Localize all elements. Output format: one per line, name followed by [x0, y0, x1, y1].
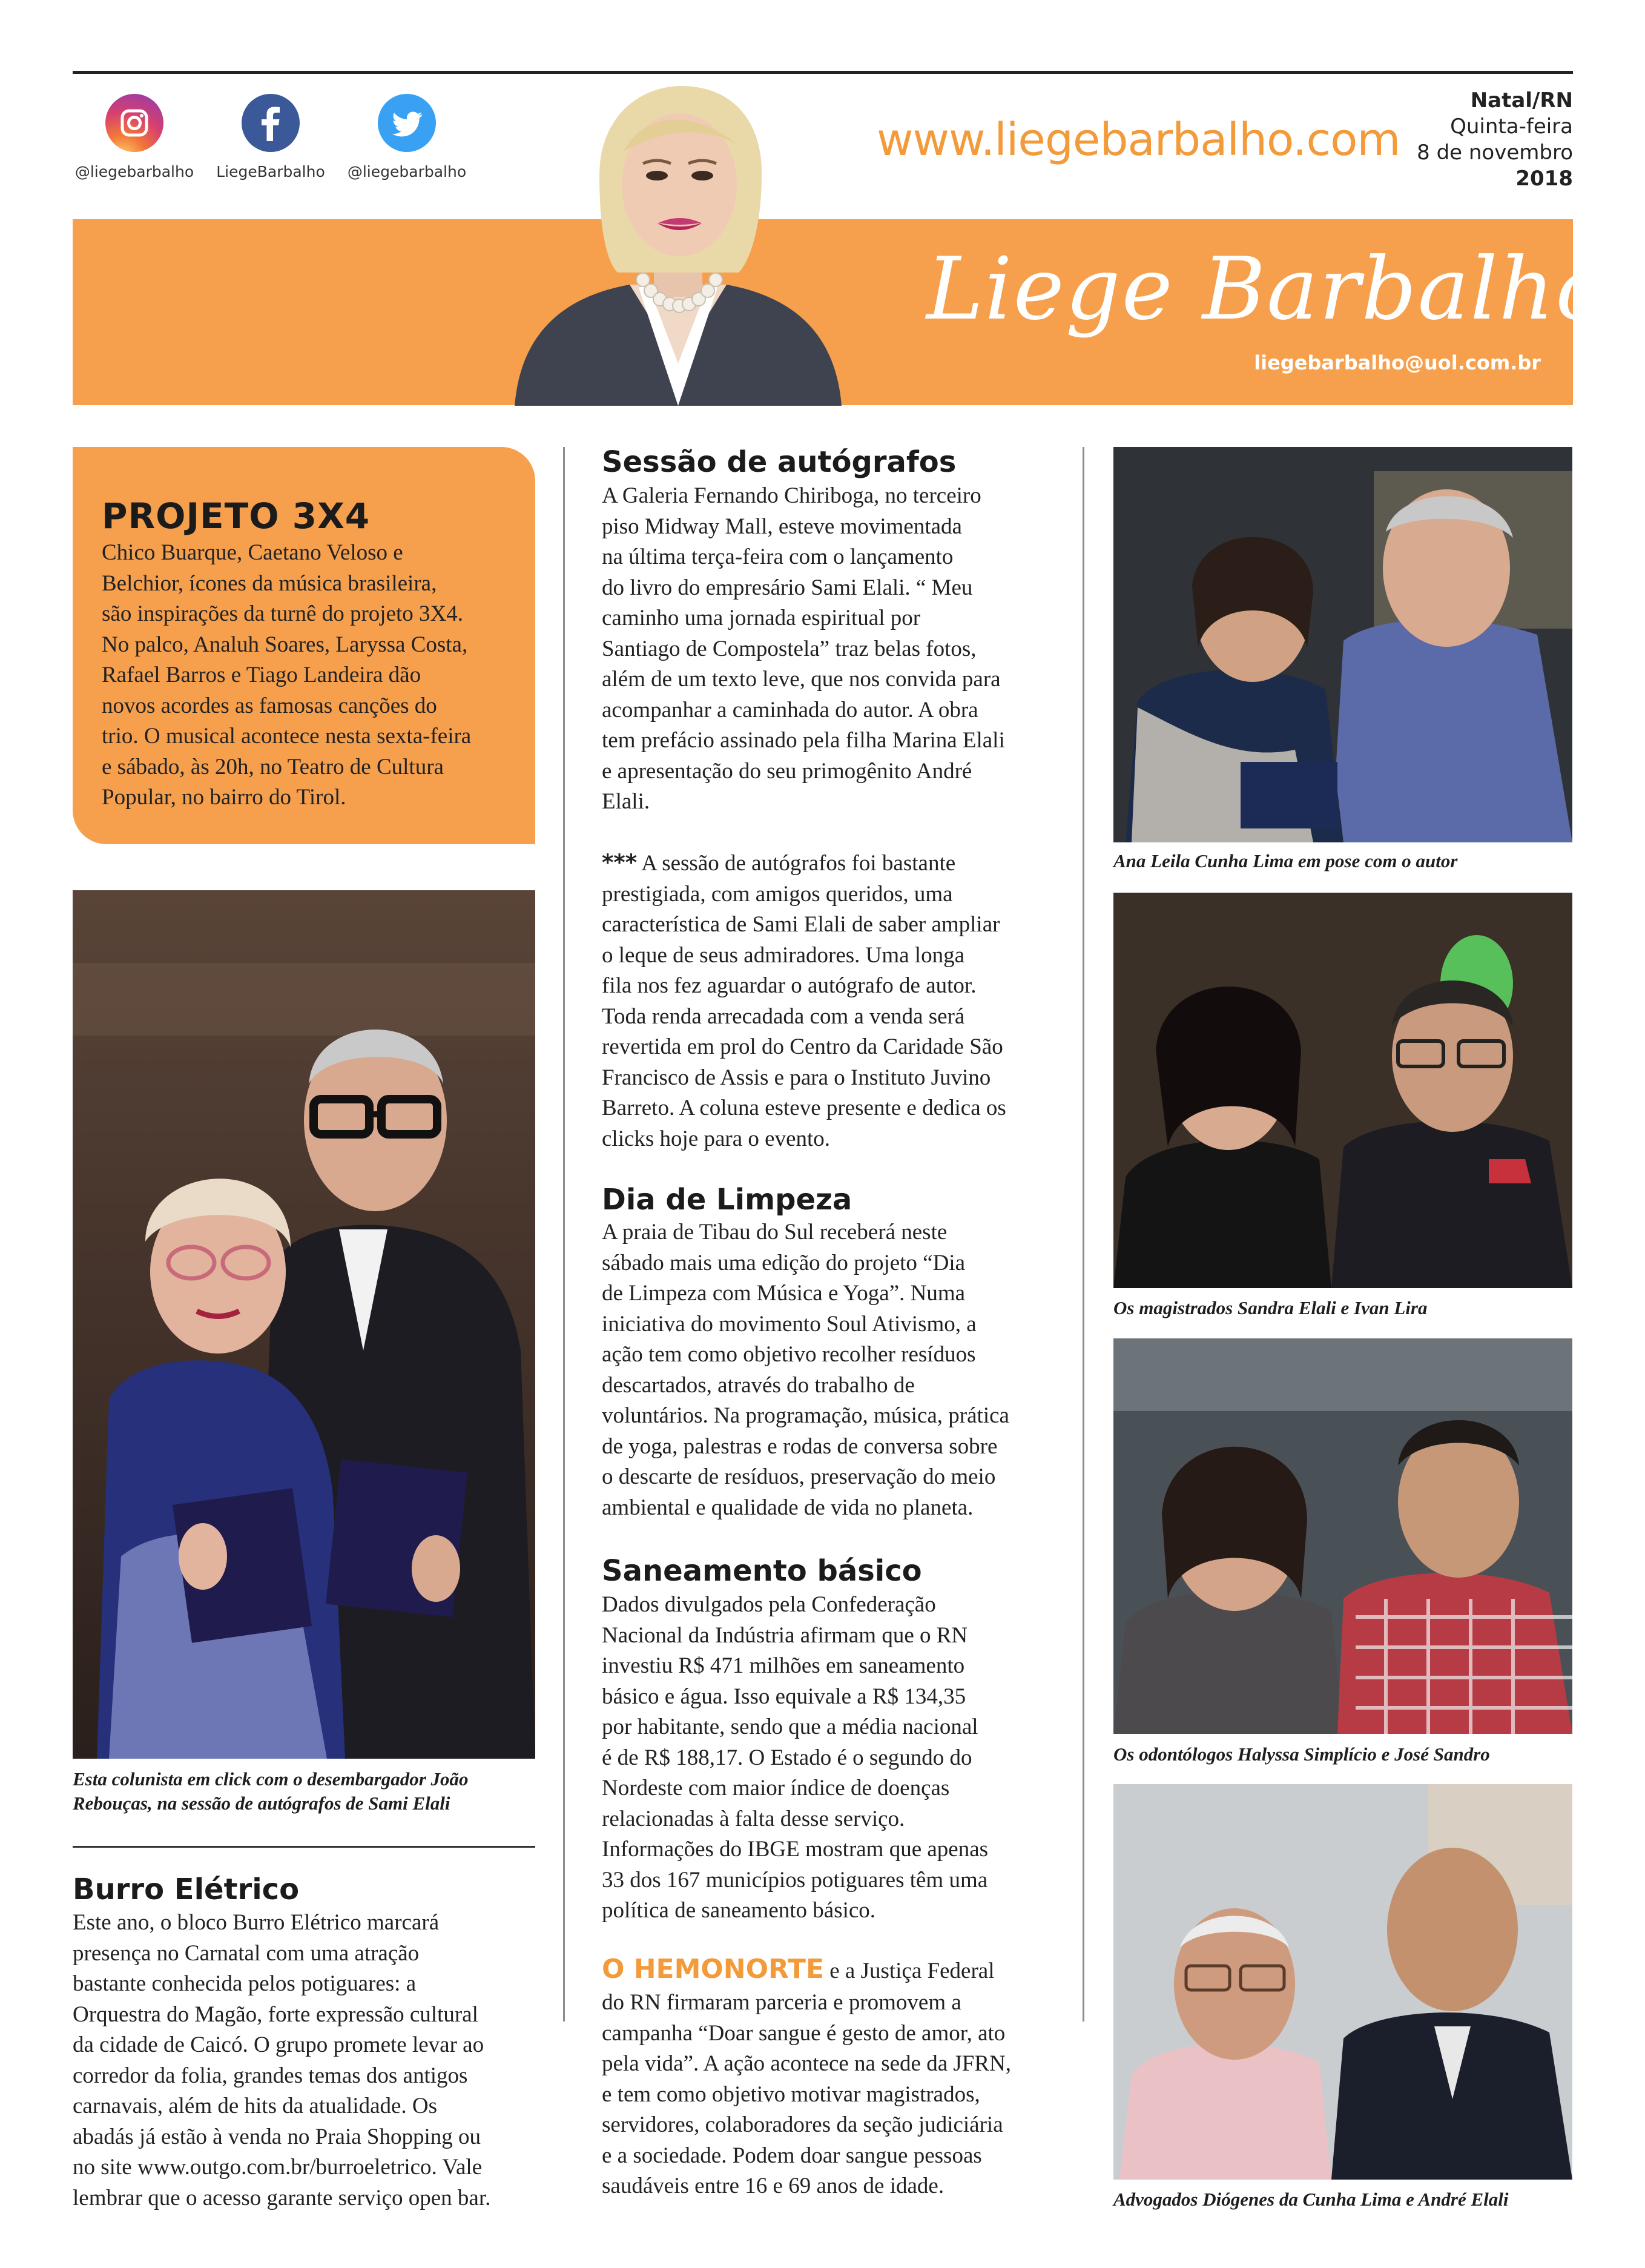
sessao-text2-body: A sessão de autógrafos foi bastante prestigiada, com amigos queridos, uma característica de Sami Elali de saber ampliar o leque de seus admiradores. Uma longa fila nos fez aguardar o autógrafo de autor. Toda renda arrecadada com a venda será revertida em prol do Centro da Caridade São Francisco de Assis e para o Instituto Juvino Barreto. A coluna esteve presente e dedica os clicks hoje para o evento. [602, 851, 1006, 1151]
column-divider-left [563, 447, 565, 2022]
facebook-icon [242, 94, 300, 152]
column-divider-right [1083, 447, 1084, 2022]
photo-caption-4: Advogados Diógenes da Cunha Lima e André Elali [1113, 2189, 1509, 2210]
photo-diogenes-andre [1113, 1784, 1572, 2180]
hemonorte-text [602, 1954, 1062, 1987]
hemonorte-body: do RN firmaram parceria e promovem a campanha “Doar sangue é gesto de amor, ato pela vida”. A ação acontece na sede da JFRN, e tem como objetivo motivar magistrados, servidores, colaboradores da seção judiciária e a sociedade. Podem doar sangue pessoas saudáveis entre 16 e 69 anos de idade. [602, 1990, 1012, 2198]
saneamento-title: Saneamento básico [602, 1554, 922, 1588]
photo-colunista-desembargador [73, 890, 535, 1759]
top-rule [73, 71, 1573, 74]
edition-year: 2018 [1515, 167, 1573, 191]
contact-email[interactable]: liegebarbalho@uol.com.br [1254, 351, 1541, 374]
edition-city: Natal/RN [1470, 88, 1573, 113]
twitter-link[interactable] [343, 94, 470, 180]
sessao-text: A Galeria Fernando Chiriboga, no terceiro piso Midway Mall, esteve movimentada na última terça-feira com o lançamento do livro do empresário Sami Elali. “ Meu caminho uma jornada espiritual por Santiago de Compostela” traz belas fotos, além de um texto leve, que nos convida para acompanhar a caminhada do autor. A obra tem prefácio assinado pela filha Marina Elali e apresentação do seu primogênito André Elali. [602, 483, 1005, 814]
facebook-link[interactable] [207, 94, 334, 180]
instagram-icon [105, 94, 163, 152]
photo-ana-leila [1113, 447, 1572, 842]
sessao-text-2 [602, 848, 1062, 1154]
projeto-text: Chico Buarque, Caetano Veloso e Belchior, ícones da música brasileira, são inspirações da turnê do projeto 3X4. No palco, Analuh Soares, Laryssa Costa, Rafael Barros e Tiago Landeira dão novos acordes as famosas canções do trio. O musical acontece nesta sexta-feira e sábado, às 20h, no Teatro de Cultura Popular, no bairro do Tirol. [102, 540, 472, 810]
site-url[interactable]: www.liegebarbalho.com [877, 114, 1400, 166]
photo-caption-2: Os magistrados Sandra Elali e Ivan Lira [1113, 1297, 1428, 1318]
section-rule [73, 1846, 535, 1848]
twitter-icon [378, 94, 436, 152]
limpeza-title: Dia de Limpeza [602, 1183, 852, 1217]
burro-title: Burro Elétrico [73, 1873, 300, 1906]
photo-sandra-ivan [1113, 893, 1572, 1288]
limpeza-text: A praia de Tibau do Sul receberá neste sábado mais uma edição do projeto “Dia de Limpeza com Música e Yoga”. Numa iniciativa do movimento Soul Ativismo, a ação tem como objetivo recolher resíduos descartados, através do trabalho de voluntários. Na programação, música, prática de yoga, palestras e rodas de conversa sobre o descarte de resíduos, preservação do meio ambiental e qualidade de vida no planeta. [602, 1220, 1009, 1520]
projeto-box [73, 447, 535, 844]
hemonorte-first: e a Justiça Federal [824, 1959, 995, 1983]
facebook-handle: LiegeBarbalho [216, 163, 325, 180]
sessao-title: Sessão de autógrafos [602, 445, 957, 479]
instagram-handle: @liegebarbalho [74, 163, 194, 180]
twitter-handle: @liegebarbalho [347, 163, 467, 180]
edition-weekday: Quinta-feira [1450, 114, 1573, 139]
hemonorte-lead: O HEMONORTE [602, 1954, 824, 1985]
edition-date: 8 de novembro [1417, 141, 1573, 165]
columnist-portrait [509, 79, 848, 406]
edition-info [1417, 88, 1573, 192]
sessao-stars: *** [602, 850, 638, 876]
photo-caption-left: Esta colunista em click com o desembargador João Rebouças, na sessão de autógrafos de Sami Elali [73, 1768, 469, 1814]
masthead-title: Liege Barbalho [926, 239, 1609, 339]
photo-caption-3: Os odontólogos Halyssa Simplício e José Sandro [1113, 1744, 1490, 1765]
instagram-link[interactable] [71, 94, 198, 180]
burro-text: Este ano, o bloco Burro Elétrico marcará presença no Carnatal com uma atração bastante conhecida pelos potiguares: a Orquestra do Magão, forte expressão cultural da cidade de Caicó. O grupo promete levar ao corredor da folia, grandes temas dos antigos carnavais, além de hits da atualidade. Os abadás já estão à venda no Praia Shopping ou no site www.outgo.com.br/burroeletrico. Vale lembrar que o acesso garante serviço open bar. [73, 1910, 491, 2210]
photo-halyssa-jose [1113, 1338, 1572, 1734]
saneamento-text: Dados divulgados pela Confederação Nacional da Indústria afirmam que o RN investiu R$ 471 milhões em saneamento básico e água. Isso equivale a R$ 134,35 por habitante, sendo que a média nacional é de R$ 188,17. O Estado é o segundo do Nordeste com maior índice de doenças relacionadas à falta desse serviço. Informações do IBGE mostram que apenas 33 dos 167 municípios potiguares têm uma política de saneamento básico. [602, 1592, 989, 1923]
projeto-title: PROJETO 3X4 [102, 495, 371, 537]
photo-caption-1: Ana Leila Cunha Lima em pose com o autor [1113, 850, 1458, 871]
